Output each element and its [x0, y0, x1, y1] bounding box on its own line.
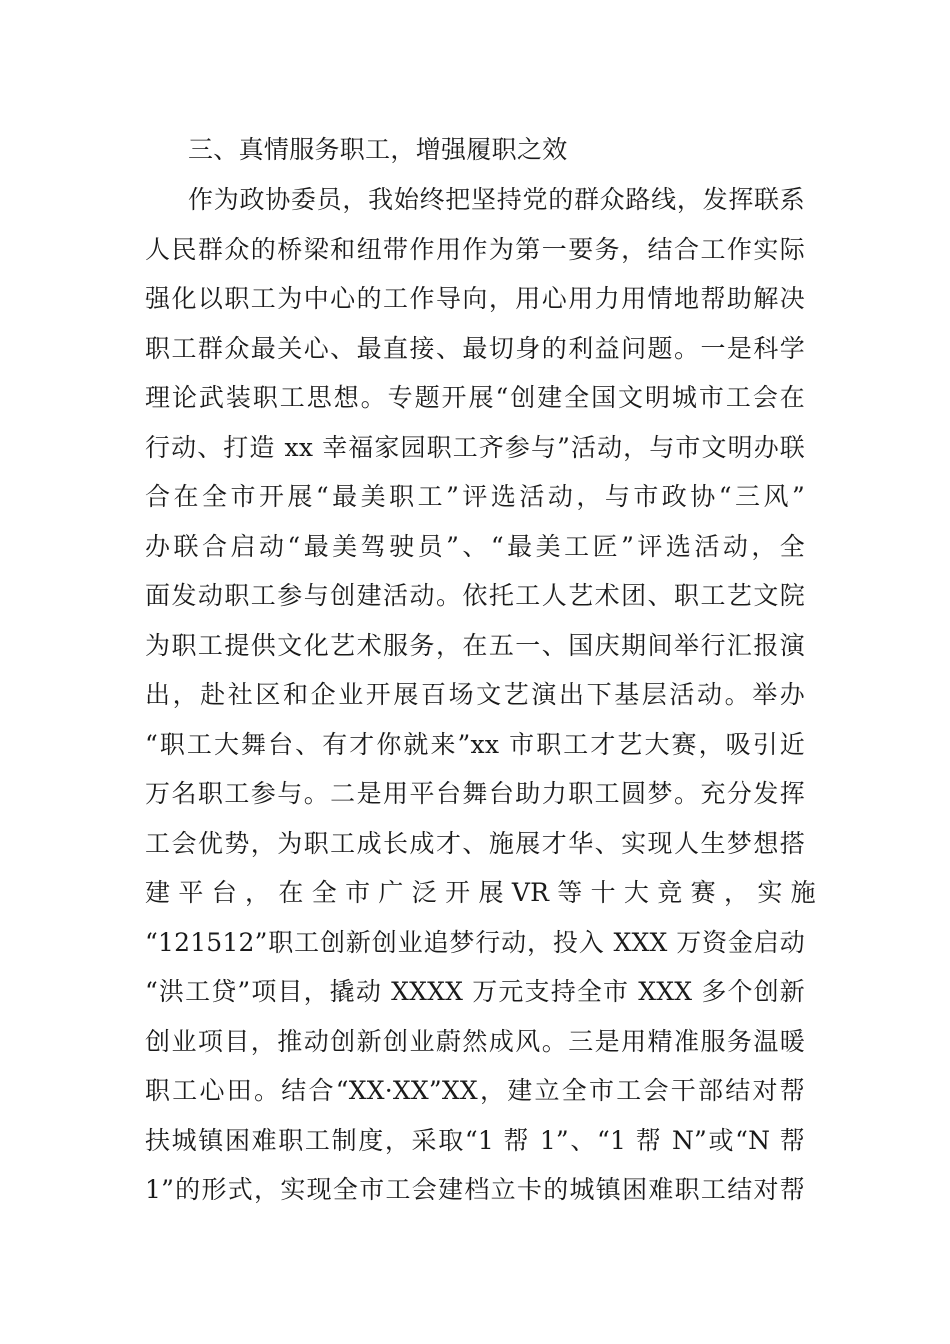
paragraph-line: 合在全市开展“最美职工”评选活动，与市政协“三风”	[145, 482, 805, 511]
paragraph-line: 行动、打造 xx 幸福家园职工齐参与”活动，与市文明办联	[145, 432, 805, 462]
paragraph-line: 强化以职工为中心的工作导向，用心用力用情地帮助解决	[145, 284, 805, 313]
paragraph-line: “121512”职工创新创业追梦行动，投入 XXX 万资金启动	[145, 927, 805, 957]
paragraph-line: 出，赴社区和企业开展百场文艺演出下基层活动。举办	[145, 680, 805, 709]
paragraph-line: 人民群众的桥梁和纽带作用作为第一要务，结合工作实际	[145, 234, 805, 264]
paragraph-line: 扶城镇困难职工制度，采取“1 帮 1”、“1 帮 N”或“N 帮	[145, 1125, 805, 1155]
paragraph-line: 作为政协委员，我始终把坚持党的群众路线，发挥联系	[188, 185, 805, 214]
section-heading: 三、真情服务职工，增强履职之效	[188, 135, 568, 164]
paragraph-line: 职工群众最关心、最直接、最切身的利益问题。一是科学	[145, 333, 805, 363]
body-paragraph	[145, 175, 816, 1215]
paragraph-line: “职工大舞台、有才你就来”xx 市职工才艺大赛，吸引近	[145, 729, 805, 759]
paragraph-line: 工会优势，为职工成长成才、施展才华、实现人生梦想搭	[145, 828, 805, 858]
paragraph-line: 办联合启动“最美驾驶员”、“最美工匠”评选活动，全	[145, 531, 805, 561]
paragraph-line: 1”的形式，实现全市工会建档立卡的城镇困难职工结对帮	[145, 1175, 805, 1204]
paragraph-line: 建 平 台 ， 在 全 市 广 泛 开 展 VR 等 十 大 竞 赛 ， 实 施	[145, 878, 816, 907]
paragraph-line: 理论武装职工思想。专题开展“创建全国文明城市工会在	[145, 383, 805, 412]
paragraph-line: 创业项目，推动创新创业蔚然成风。三是用精准服务温暖	[145, 1026, 805, 1056]
paragraph-line: 职工心田。结合“XX·XX”XX，建立全市工会干部结对帮	[145, 1076, 805, 1105]
paragraph-line: “洪工贷”项目，撬动 XXXX 万元支持全市 XXX 多个创新	[145, 977, 805, 1006]
paragraph-line: 面发动职工参与创建活动。依托工人艺术团、职工艺文院	[145, 581, 805, 610]
paragraph-line: 万名职工参与。二是用平台舞台助力职工圆梦。充分发挥	[145, 779, 805, 808]
paragraph-line: 为职工提供文化艺术服务，在五一、国庆期间举行汇报演	[145, 630, 805, 660]
